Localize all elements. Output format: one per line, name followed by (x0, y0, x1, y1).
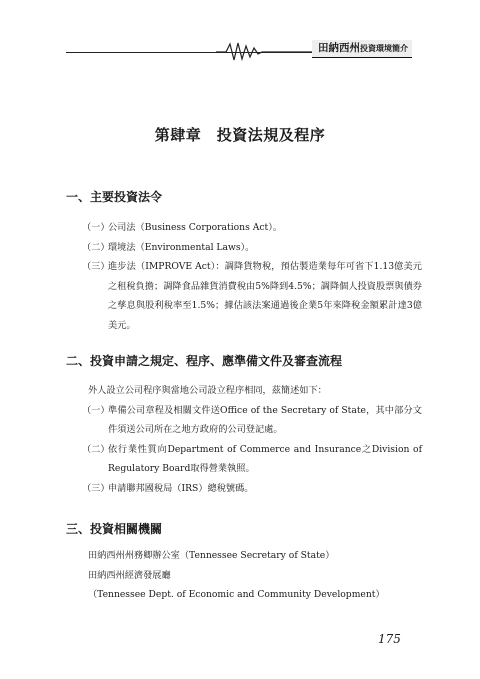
agency-line: （Tennessee Dept. of Economic and Community Development） (88, 589, 385, 600)
header-brand: 田納西州 (318, 42, 360, 54)
item-number: （一） (82, 222, 110, 233)
list-item (82, 479, 422, 499)
section-agencies-list (82, 546, 422, 605)
header-subtitle: 投資環境簡介 (360, 43, 408, 53)
header-label (312, 40, 412, 58)
page-number: 175 (378, 632, 401, 646)
item-number: （三） (82, 482, 110, 494)
item-text: 環境法（Environmental Laws）。 (108, 241, 255, 253)
agency-line: 田納西州經濟發展廳 (88, 569, 171, 581)
section-title-procedure: 二、投資申請之規定、程序、應準備文件及審查流程 (66, 354, 343, 368)
item-text: 依行業性質向Department of Commerce and Insurance之Division of Regulatory Board取得營業執照。 (108, 443, 422, 474)
list-item (82, 440, 422, 479)
list-item (82, 238, 422, 258)
item-text: 公司法（Business Corporations Act）。 (108, 222, 282, 233)
list-item (82, 218, 422, 238)
chapter-title: 第肆章 投資法規及程序 (154, 126, 326, 144)
section-title-agencies: 三、投資相關機關 (66, 522, 163, 536)
item-number: （二） (82, 241, 110, 253)
agency-line: 田納西州州務卿辦公室（Tennessee Secretary of State） (88, 550, 335, 561)
item-number: （一） (82, 404, 110, 416)
item-text: 進步法（IMPROVE Act）：調降貨物稅，預估製造業每年可省下1.13億美元之租稅負擔；調降食品雜貨消費稅由5%降到4.5%；調降個人投資股票與債券之孳息與股利稅率至1.5%；據估該法案通過後企業5年來降稅金額累計達3億美元。 (108, 261, 422, 331)
section-laws-list (82, 218, 422, 335)
section-procedure-list (82, 381, 422, 498)
heartbeat-wave-icon (216, 40, 312, 62)
item-number: （三） (82, 261, 110, 272)
item-text: 申請聯邦國稅局（IRS）總稅號碼。 (108, 482, 254, 494)
item-text: 準備公司章程及相關文件送Office of the Secretary of State，其中部分文件須送公司所在之地方政府的公司登記處。 (108, 404, 422, 435)
list-item (82, 257, 422, 335)
section-intro: 外人設立公司程序與當地公司設立程序相同，茲簡述如下： (88, 385, 327, 396)
section-title-laws: 一、主要投資法令 (66, 190, 163, 204)
list-item (82, 401, 422, 440)
item-number: （二） (82, 443, 110, 455)
